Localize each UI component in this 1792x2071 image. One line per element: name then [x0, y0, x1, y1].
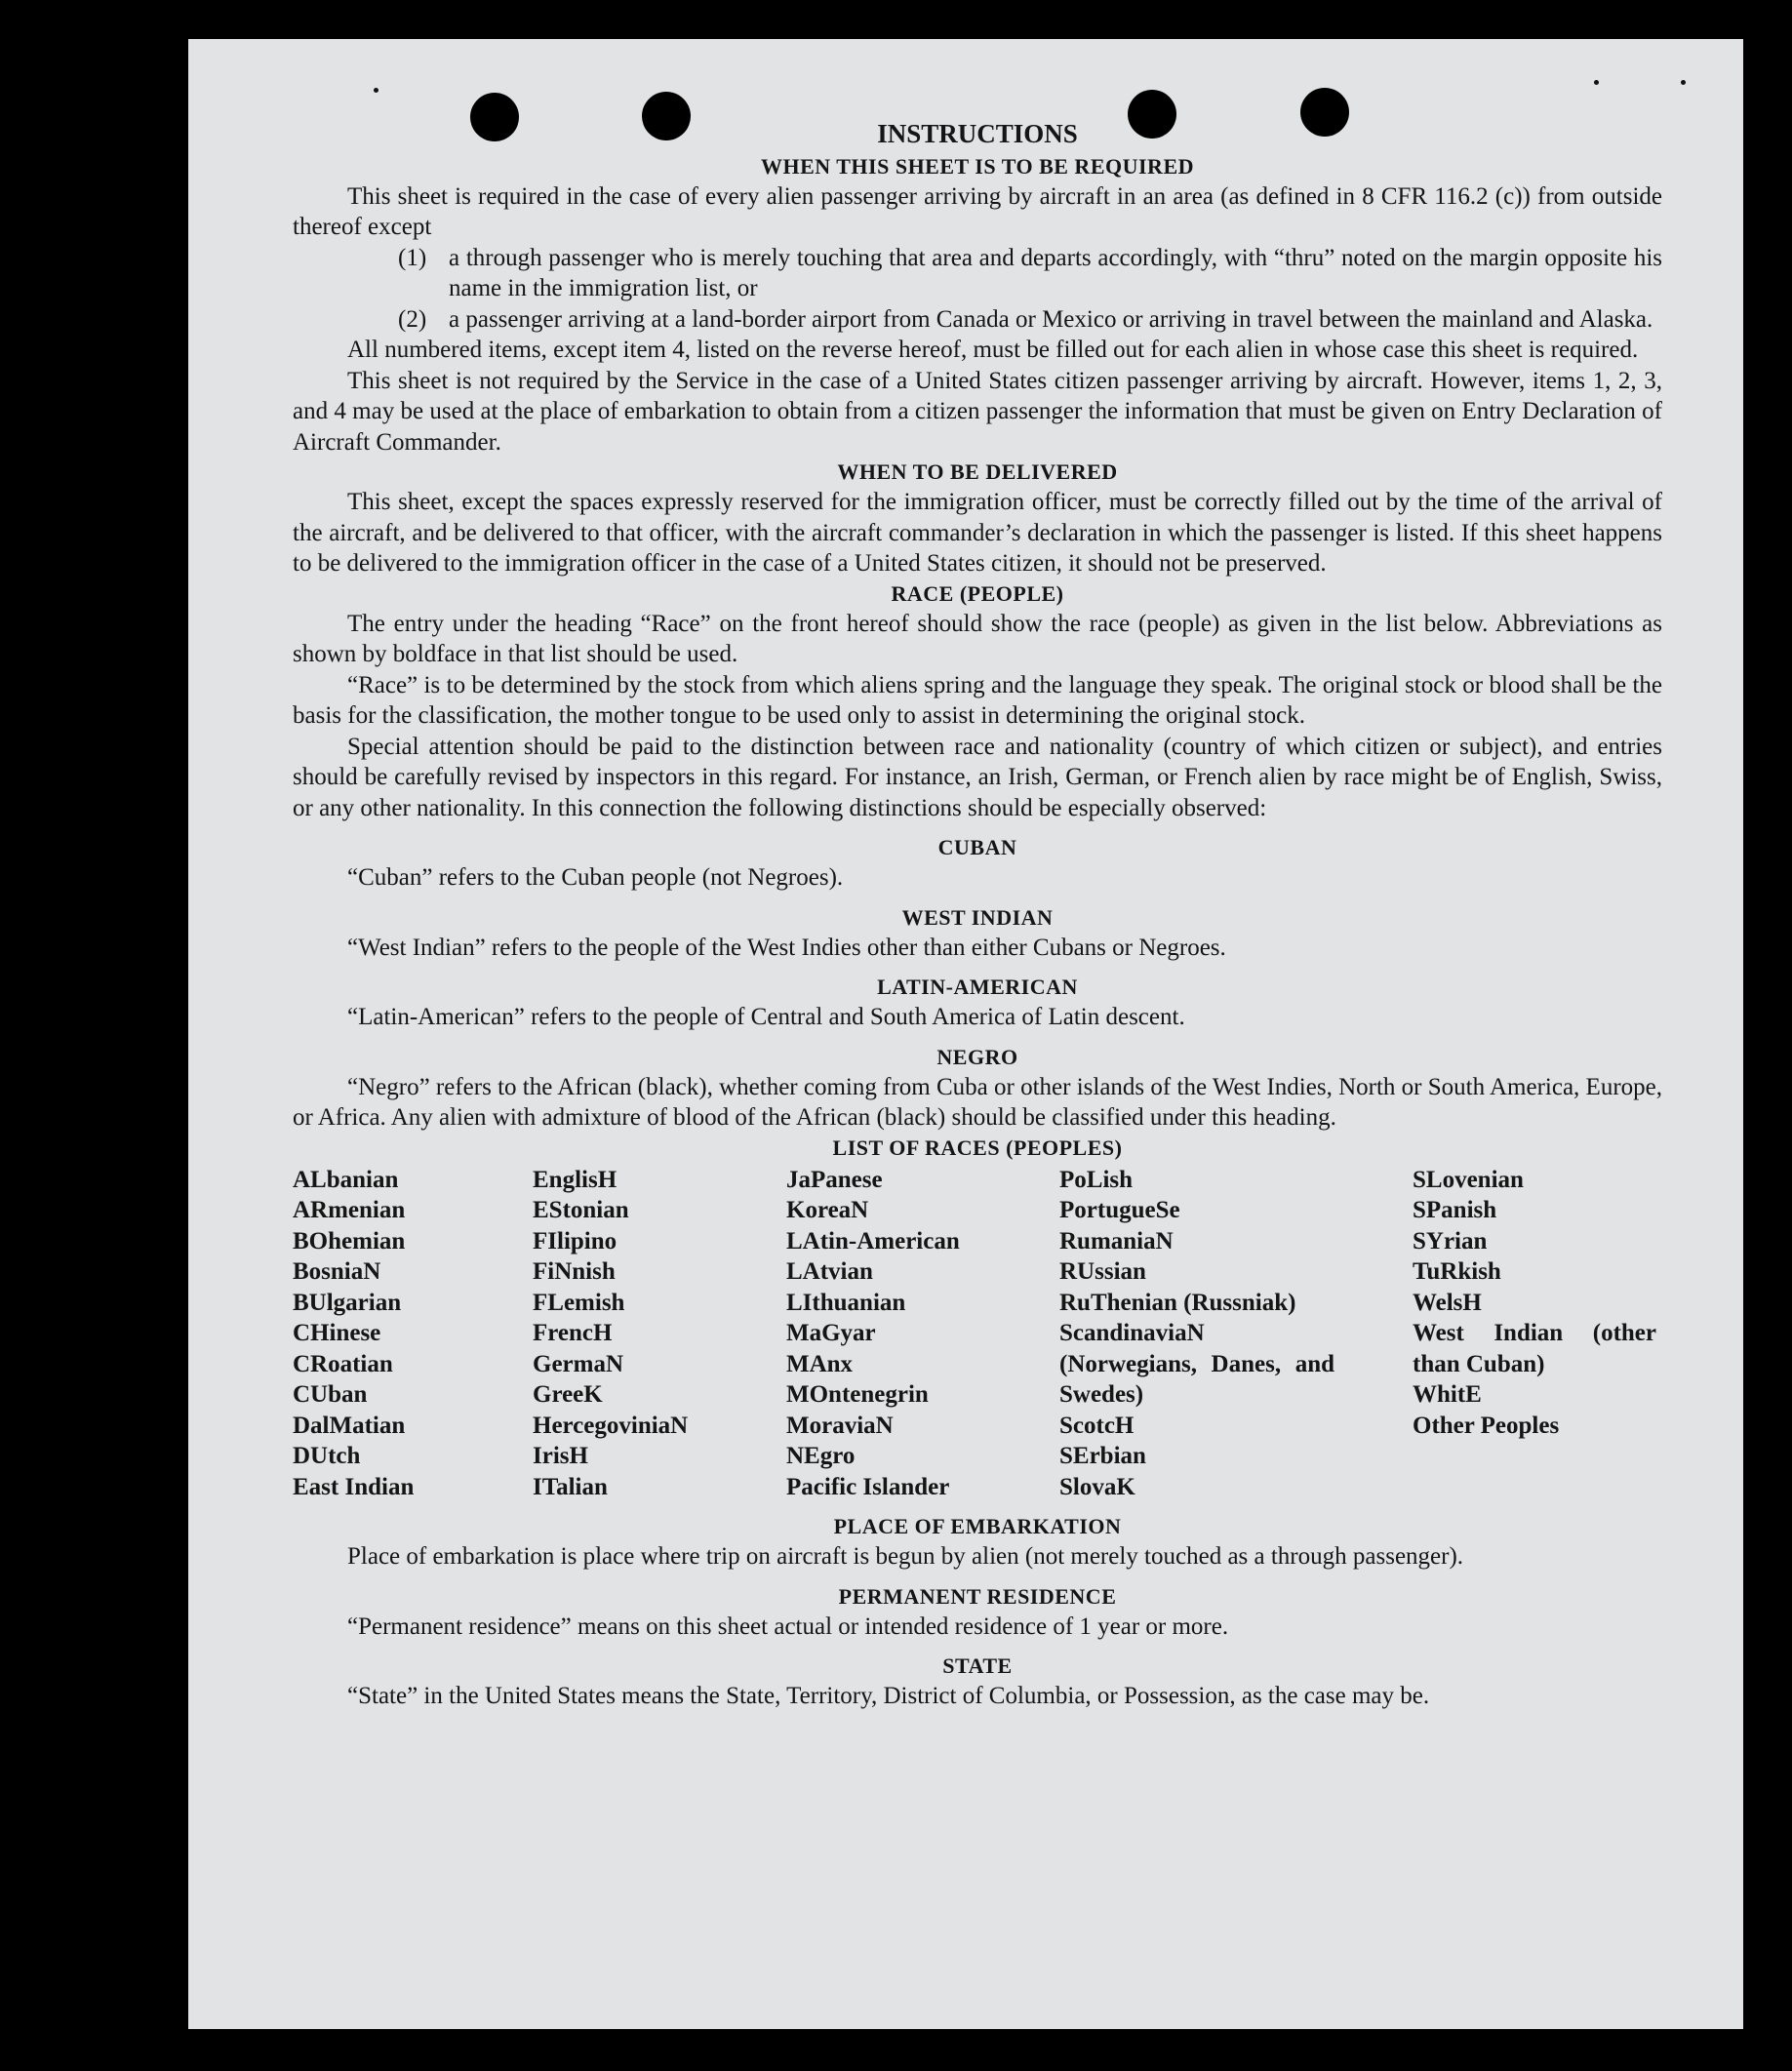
latin-american-text: “Latin-American” refers to the people of Central and South America of Latin descent. — [347, 1004, 1185, 1030]
race-p3: Special attention should be paid to the distinction between race and nationality (country of which citizen or subject), and entries should be carefully revised by inspectors in this regard. For instance, an Irish, German, or French alien by race might be of English, Swiss, or any other nationality. In this connection the following distinctions should be especially observed: — [293, 733, 1662, 821]
race-p2: “Race” is to be determined by the stock from which aliens spring and the language they speak. The original stock or blood shall be the basis for the classification, the mother tongue to be used only to assist in determining the original stock. — [293, 671, 1662, 729]
west-indian-text: “West Indian” refers to the people of the West Indies other than either Cubans or Negroes. — [347, 934, 1226, 961]
races-column — [293, 1165, 533, 1503]
race-entry: DUtch — [293, 1443, 361, 1469]
speck — [1594, 80, 1599, 85]
heading-permanent-residence: PERMANENT RESIDENCE — [838, 1583, 1117, 1609]
race-entry: East Indian — [293, 1473, 415, 1500]
exception-item — [293, 243, 1662, 304]
race-entry — [1059, 1318, 1334, 1411]
race-entry: CUban — [293, 1381, 368, 1408]
race-entry: NEgro — [786, 1443, 856, 1469]
race-entry: SlovaK — [1059, 1473, 1135, 1500]
race-entry: FiNnish — [533, 1258, 616, 1285]
race-entry: Pacific Islander — [786, 1473, 950, 1500]
negro-text: “Negro” refers to the African (black), whether coming from Cuba or other islands of the West Indies, North or South America, Europe, or Africa. Any alien with admixture of blood of the African (black) should be classified under this heading. — [293, 1073, 1662, 1131]
item-number: (1) — [398, 244, 427, 271]
race-entry: FrencH — [533, 1320, 613, 1346]
race-entry: ITalian — [533, 1473, 608, 1500]
item-text: a through passenger who is merely touching that area and departs accordingly, with “thru” noted on the margin opposite his name in the immigration list, or — [449, 244, 1662, 301]
speck — [374, 88, 378, 93]
race-entry: LAtin-American — [786, 1227, 960, 1255]
heading-state: STATE — [942, 1653, 1013, 1678]
race-entry: FLemish — [533, 1289, 625, 1316]
race-entry: CHinese — [293, 1320, 381, 1346]
race-entry — [1413, 1318, 1656, 1379]
race-entry: SErbian — [1059, 1443, 1146, 1469]
race-entry: WelsH — [1413, 1289, 1482, 1316]
heading-race: RACE (PEOPLE) — [891, 580, 1064, 606]
delivered-p1: This sheet, except the spaces expressly reserved for the immigration officer, must be correctly filled out by the time of the arrival of the aircraft, and be delivered to that officer, with the aircraft commander’s declaration in which the passenger is listed. If this sheet happens to be delivered to the immigration officer in the case of a United States citizen, it should not be preserved. — [293, 489, 1662, 577]
race-entry: PoLish — [1059, 1166, 1134, 1193]
race-entry: JaPanese — [786, 1166, 883, 1193]
instructions-text — [293, 115, 1662, 1712]
heading-cuban: CUBAN — [937, 835, 1017, 859]
race-entry: LAtvian — [786, 1258, 873, 1285]
exception-item — [293, 304, 1662, 336]
race-entry-text: West Indian (other than Cuban) — [1413, 1320, 1656, 1377]
race-entry: LIthuanian — [786, 1289, 906, 1316]
cuban-text: “Cuban” refers to the Cuban people (not Negroes). — [347, 864, 844, 891]
race-entry: EnglisH — [533, 1166, 617, 1193]
races-column — [786, 1165, 1059, 1503]
race-entry: Other Peoples — [1413, 1412, 1560, 1439]
required-p3: This sheet is not required by the Service in the case of a United States citizen passenger arriving by aircraft. However, items 1, 2, 3, and 4 may be used at the place of embarkation to obtain from a citizen passenger the information that must be given on Entry Declaration of Aircraft Commander. — [293, 367, 1662, 456]
item-number: (2) — [398, 305, 427, 333]
embarkation-text: Place of embarkation is place where trip on aircraft is begun by alien (not merely touched as a through passenger). — [347, 1543, 1464, 1570]
race-entry: BUlgarian — [293, 1289, 402, 1316]
heading-latin-american: LATIN-AMERICAN — [877, 975, 1078, 999]
race-entry: EStonian — [533, 1197, 629, 1223]
races-group — [1059, 1165, 1334, 1319]
race-entry: WhitE — [1413, 1381, 1482, 1408]
heading-list-of-races: LIST OF RACES (PEOPLES) — [832, 1135, 1123, 1160]
race-entry: DalMatian — [293, 1412, 406, 1439]
race-entry: MOntenegrin — [786, 1381, 929, 1408]
required-p2: All numbered items, except item 4, listed on the reverse hereof, must be filled out for each alien in whose case this sheet is required. — [347, 337, 1639, 363]
race-entry-text: ScandinaviaN (Norwegians, Danes, and Swedes) — [1059, 1320, 1334, 1408]
races-group — [1413, 1165, 1656, 1319]
race-p1: The entry under the heading “Race” on the front hereof should show the race (people) as given in the list below. Abbreviations as shown by boldface in that list should be used. — [293, 610, 1662, 667]
race-entry: IrisH — [533, 1443, 588, 1469]
races-group — [1059, 1411, 1334, 1503]
races-column — [1059, 1165, 1334, 1503]
races-column — [1413, 1165, 1656, 1503]
race-entry: FIlipino — [533, 1227, 617, 1255]
heading-embarkation: PLACE OF EMBARKATION — [833, 1514, 1122, 1538]
race-entry: MAnx — [786, 1350, 854, 1377]
race-entry: BosniaN — [293, 1258, 381, 1285]
race-entry: ALbanian — [293, 1166, 399, 1193]
heading-negro: NEGRO — [936, 1044, 1018, 1069]
race-entry: ARmenian — [293, 1197, 406, 1223]
race-entry: PortugueSe — [1059, 1197, 1180, 1223]
race-entry: RuThenian (Russniak) — [1059, 1289, 1296, 1316]
race-entry: RumaniaN — [1059, 1227, 1174, 1255]
item-text: a passenger arriving at a land-border airport from Canada or Mexico or arriving in travel between the mainland and Alaska. — [449, 305, 1653, 333]
race-entry: GermaN — [533, 1350, 624, 1377]
race-entry: BOhemian — [293, 1227, 406, 1255]
speck — [1681, 80, 1686, 85]
residence-text: “Permanent residence” means on this sheet actual or intended residence of 1 year or more. — [347, 1613, 1229, 1640]
races-group — [1413, 1379, 1656, 1441]
heading-when-required: WHEN THIS SHEET IS TO BE REQUIRED — [760, 153, 1195, 179]
race-entry: MoraviaN — [786, 1412, 894, 1439]
races-table — [293, 1165, 1662, 1503]
race-entry: TuRkish — [1413, 1258, 1501, 1285]
required-intro: This sheet is required in the case of every alien passenger arriving by aircraft in an area (as defined in 8 CFR 116.2 (c)) from outside thereof except — [293, 182, 1662, 240]
race-entry: RUssian — [1059, 1258, 1146, 1285]
race-entry: CRoatian — [293, 1350, 393, 1377]
races-column — [533, 1165, 786, 1503]
race-entry: HercegoviniaN — [533, 1412, 689, 1439]
race-entry: SLovenian — [1413, 1166, 1524, 1193]
heading-when-delivered: WHEN TO BE DELIVERED — [837, 459, 1118, 484]
heading-west-indian: WEST INDIAN — [901, 904, 1054, 930]
race-entry: SPanish — [1413, 1197, 1497, 1223]
race-entry: GreeK — [533, 1381, 603, 1408]
race-entry: ScotcH — [1059, 1412, 1135, 1439]
race-entry: SYrian — [1413, 1227, 1488, 1255]
page-title: INSTRUCTIONS — [877, 119, 1078, 148]
state-text: “State” in the United States means the State, Territory, District of Columbia, or Possession, as the case may be. — [347, 1683, 1430, 1709]
race-entry: KoreaN — [786, 1197, 869, 1223]
race-entry: MaGyar — [786, 1320, 876, 1346]
